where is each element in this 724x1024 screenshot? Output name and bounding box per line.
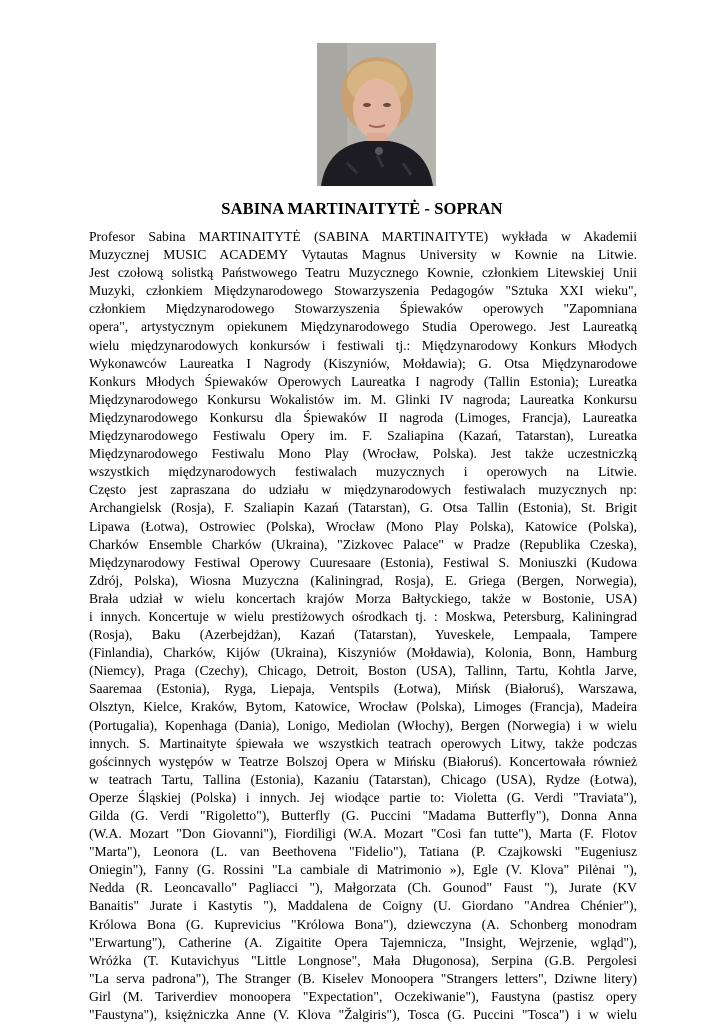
body-line: (Rosja), Baku (Azerbejdżan), Kazań (Tatarstan), Yuveskele, Lempaala, Tampere (89, 627, 637, 643)
body-line: Międzynarodowego Konkursu dla Śpiewaków II nagroda (Limoges, Francja), Laureatka (89, 409, 637, 425)
body-line: Często jest zapraszana do udziału w międzynarodowych festiwalach muzycznych np: (89, 482, 637, 498)
body-line: Gilda (G. Verdi "Rigoletto"), Butterfly (G. Puccini "Madama Butterfly"), Donna Anna (89, 808, 637, 823)
body-line: wszystkich międzynarodowych festiwalach muzycznych i operowych na Litwie. (89, 464, 637, 480)
body-line: członkiem Międzynarodowego Stowarzyszenia Śpiewaków operowych "Zapomniana (89, 301, 637, 317)
body-line: Girl (M. Tariverdiev monoopera "Expectation", Oczekiwanie"), Faustyna (pastisz opery (89, 988, 637, 1004)
body-text (89, 228, 637, 1024)
document-title: SABINA MARTINAITYTĖ - SOPRAN (221, 199, 503, 218)
body-line: Zdrój, Polska), Wiosna Muzyczna (Kaliningrad, Rosja), E. Griega (Bergen, Norwegia), (89, 572, 637, 588)
body-line: wielu międzynarodowych konkursów i festiwali tj.: Międzynarodowy Konkurs Młodych (89, 337, 637, 353)
body-line: Archangielsk (Rosja), F. Szaliapin Kazań (Tatarstan), G. Otsa Tallin (Estonia), St. Brigit (89, 500, 637, 516)
body-line: gościnnych występów w Teatrze Bolszoj Opera w Mińsku (Białoruś). Koncertowała również (89, 753, 637, 769)
body-line: (Portugalia), Kopenhaga (Dania), Lonigo, Mediolan (Włochy), Bergen (Norwegia) i w wielu (89, 717, 637, 733)
body-line: Charków Ensemble Charków (Ukraina), "Zizkovec Palace" w Pradze (Republika Czeska), (89, 536, 637, 552)
body-line: "Faustyna"), księżniczka Anne (V. Klova "Žalgiris"), Tosca (G. Puccini "Tosca") i w wielu (89, 1007, 637, 1023)
body-line: Brała udział w wielu koncertach krajów Morza Bałtyckiego, także w Bostonie, USA) (89, 590, 637, 606)
body-line: Wykonawców Laureatka I Nagrody (Kiszyniów, Mołdawia); G. Otsa Międzynarodowe (89, 355, 637, 371)
body-line: "La serva padrona"), The Stranger (B. Kiselev Monoopera "Strangers letters", Dziwne litery) (89, 970, 637, 986)
body-line: (Finlandia), Charków, Kijów (Ukraina), Kiszyniów (Mołdawia), Kolonia, Bonn, Hamburg (89, 645, 637, 661)
body-line: innych. S. Martinaityte śpiewała we wszystkich teatrach operowych Litwy, także podczas (89, 735, 637, 751)
body-line: Międzynarodowego Konkursu Wokalistów im. M. Glinki IV nagroda; Laureatka Konkursu (89, 391, 637, 407)
body-line: Międzynarodowego Festiwalu Opery im. F. Szaliapina (Kazań, Tatarstan), Lureatka (89, 428, 637, 444)
body-line: Królowa Bona (G. Kuprevicius "Królowa Bona"), dziewczyna (A. Schonberg monodram (89, 916, 637, 932)
body-line: Nedda (R. Leoncavallo" Pagliacci "), Małgorzata (Ch. Gounod" Faust "), Jurate (KV (89, 880, 637, 896)
body-line: Muzyki, członkiem Międzynarodowego Stowarzyszenia Pedagogów "Sztuka XXI wieku", (89, 283, 637, 299)
body-line: w teatrach Tartu, Tallina (Estonia), Kazaniu (Tatarstan), Chicago (USA), Rydze (Łotwa), (89, 771, 637, 787)
body-line: "Erwartung"), Catherine (A. Zigaitite Opera Tajemnicza, "Insight, Wejrzenie, wgląd"), (89, 934, 637, 950)
body-line: Lipawa (Łotwa), Ostrowiec (Polska), Wrocław (Mono Play Polska), Katowice (Polska), (89, 518, 637, 534)
body-line: (Niemcy), Praga (Czechy), Chicago, Detroit, Boston (USA), Tallinn, Tartu, Kohtla Jarve, (89, 663, 637, 679)
body-line: i innych. Koncertuje w wielu prestiżowych ośrodkach tj. : Moskwa, Petersburg, Kaliningrad (89, 608, 637, 624)
body-line: "Marta"), Leonora (L. van Beethovena "Fidelio"), Tatiana (P. Czajkowski "Eugeniusz (89, 844, 637, 860)
body-line: Oniegin"), Fanny (G. Rossini "La cambiale di Matrimonio »), Egle (V. Klova" Pilėnai "), (89, 862, 637, 878)
body-line: Profesor Sabina MARTINAITYTĖ (SABINA MARTINAITYTE) wykłada w Akademii (89, 229, 637, 244)
portrait-image (317, 43, 436, 186)
portrait-photo (317, 43, 436, 186)
body-line: Banaitis" Jurate i Kastytis "), Maddalena de Coigny (U. Giordano "Andrea Chénier"), (89, 898, 637, 914)
body-line: (W.A. Mozart "Don Giovanni"), Fiordiligi (W.A. Mozart "Cosi fan tutte"), Marta (F. Flotov (89, 826, 637, 842)
body-line: Konkurs Młodych Śpiewaków Operowych Laureatka I nagrody (Tallin Estonia); Lureatka (89, 373, 637, 389)
body-line: Międzynarodowy Festiwal Operowy Cuuresaare (Estonia), Festiwal S. Moniuszki (Kudowa (89, 554, 637, 570)
body-line: Olsztyn, Kielce, Kraków, Bytom, Katowice, Wrocław (Polska), Limoges (Francja), Madeira (89, 699, 637, 715)
body-line: Saaremaa (Estonia), Ryga, Liepaja, Ventspils (Łotwa), Mińsk (Białoruś), Warszawa, (89, 681, 637, 697)
body-line: Międzynarodowego Festiwalu Mono Play (Wrocław, Polska). Jest także uczestniczką (89, 446, 637, 462)
body-line: Muzycznej MUSIC ACADEMY Vytautas Magnus University w Kownie na Litwie. (89, 247, 637, 263)
body-line: Wróżka (T. Kutavichyus "Little Longnose", Mała Długonosa), Serpina (G.B. Pergolesi (89, 952, 637, 968)
body-line: opera", artystycznym opiekunem Międzynarodowego Studia Operowego. Jest Laureatką (89, 319, 637, 335)
body-line: Jest czołową solistką Państwowego Teatru Muzycznego Kownie, członkiem Litewskiej Unii (89, 265, 637, 281)
body-line: Operze Śląskiej (Polska) i innych. Jej wiodące partie to: Violetta (G. Verdi "Traviata"), (89, 789, 637, 805)
